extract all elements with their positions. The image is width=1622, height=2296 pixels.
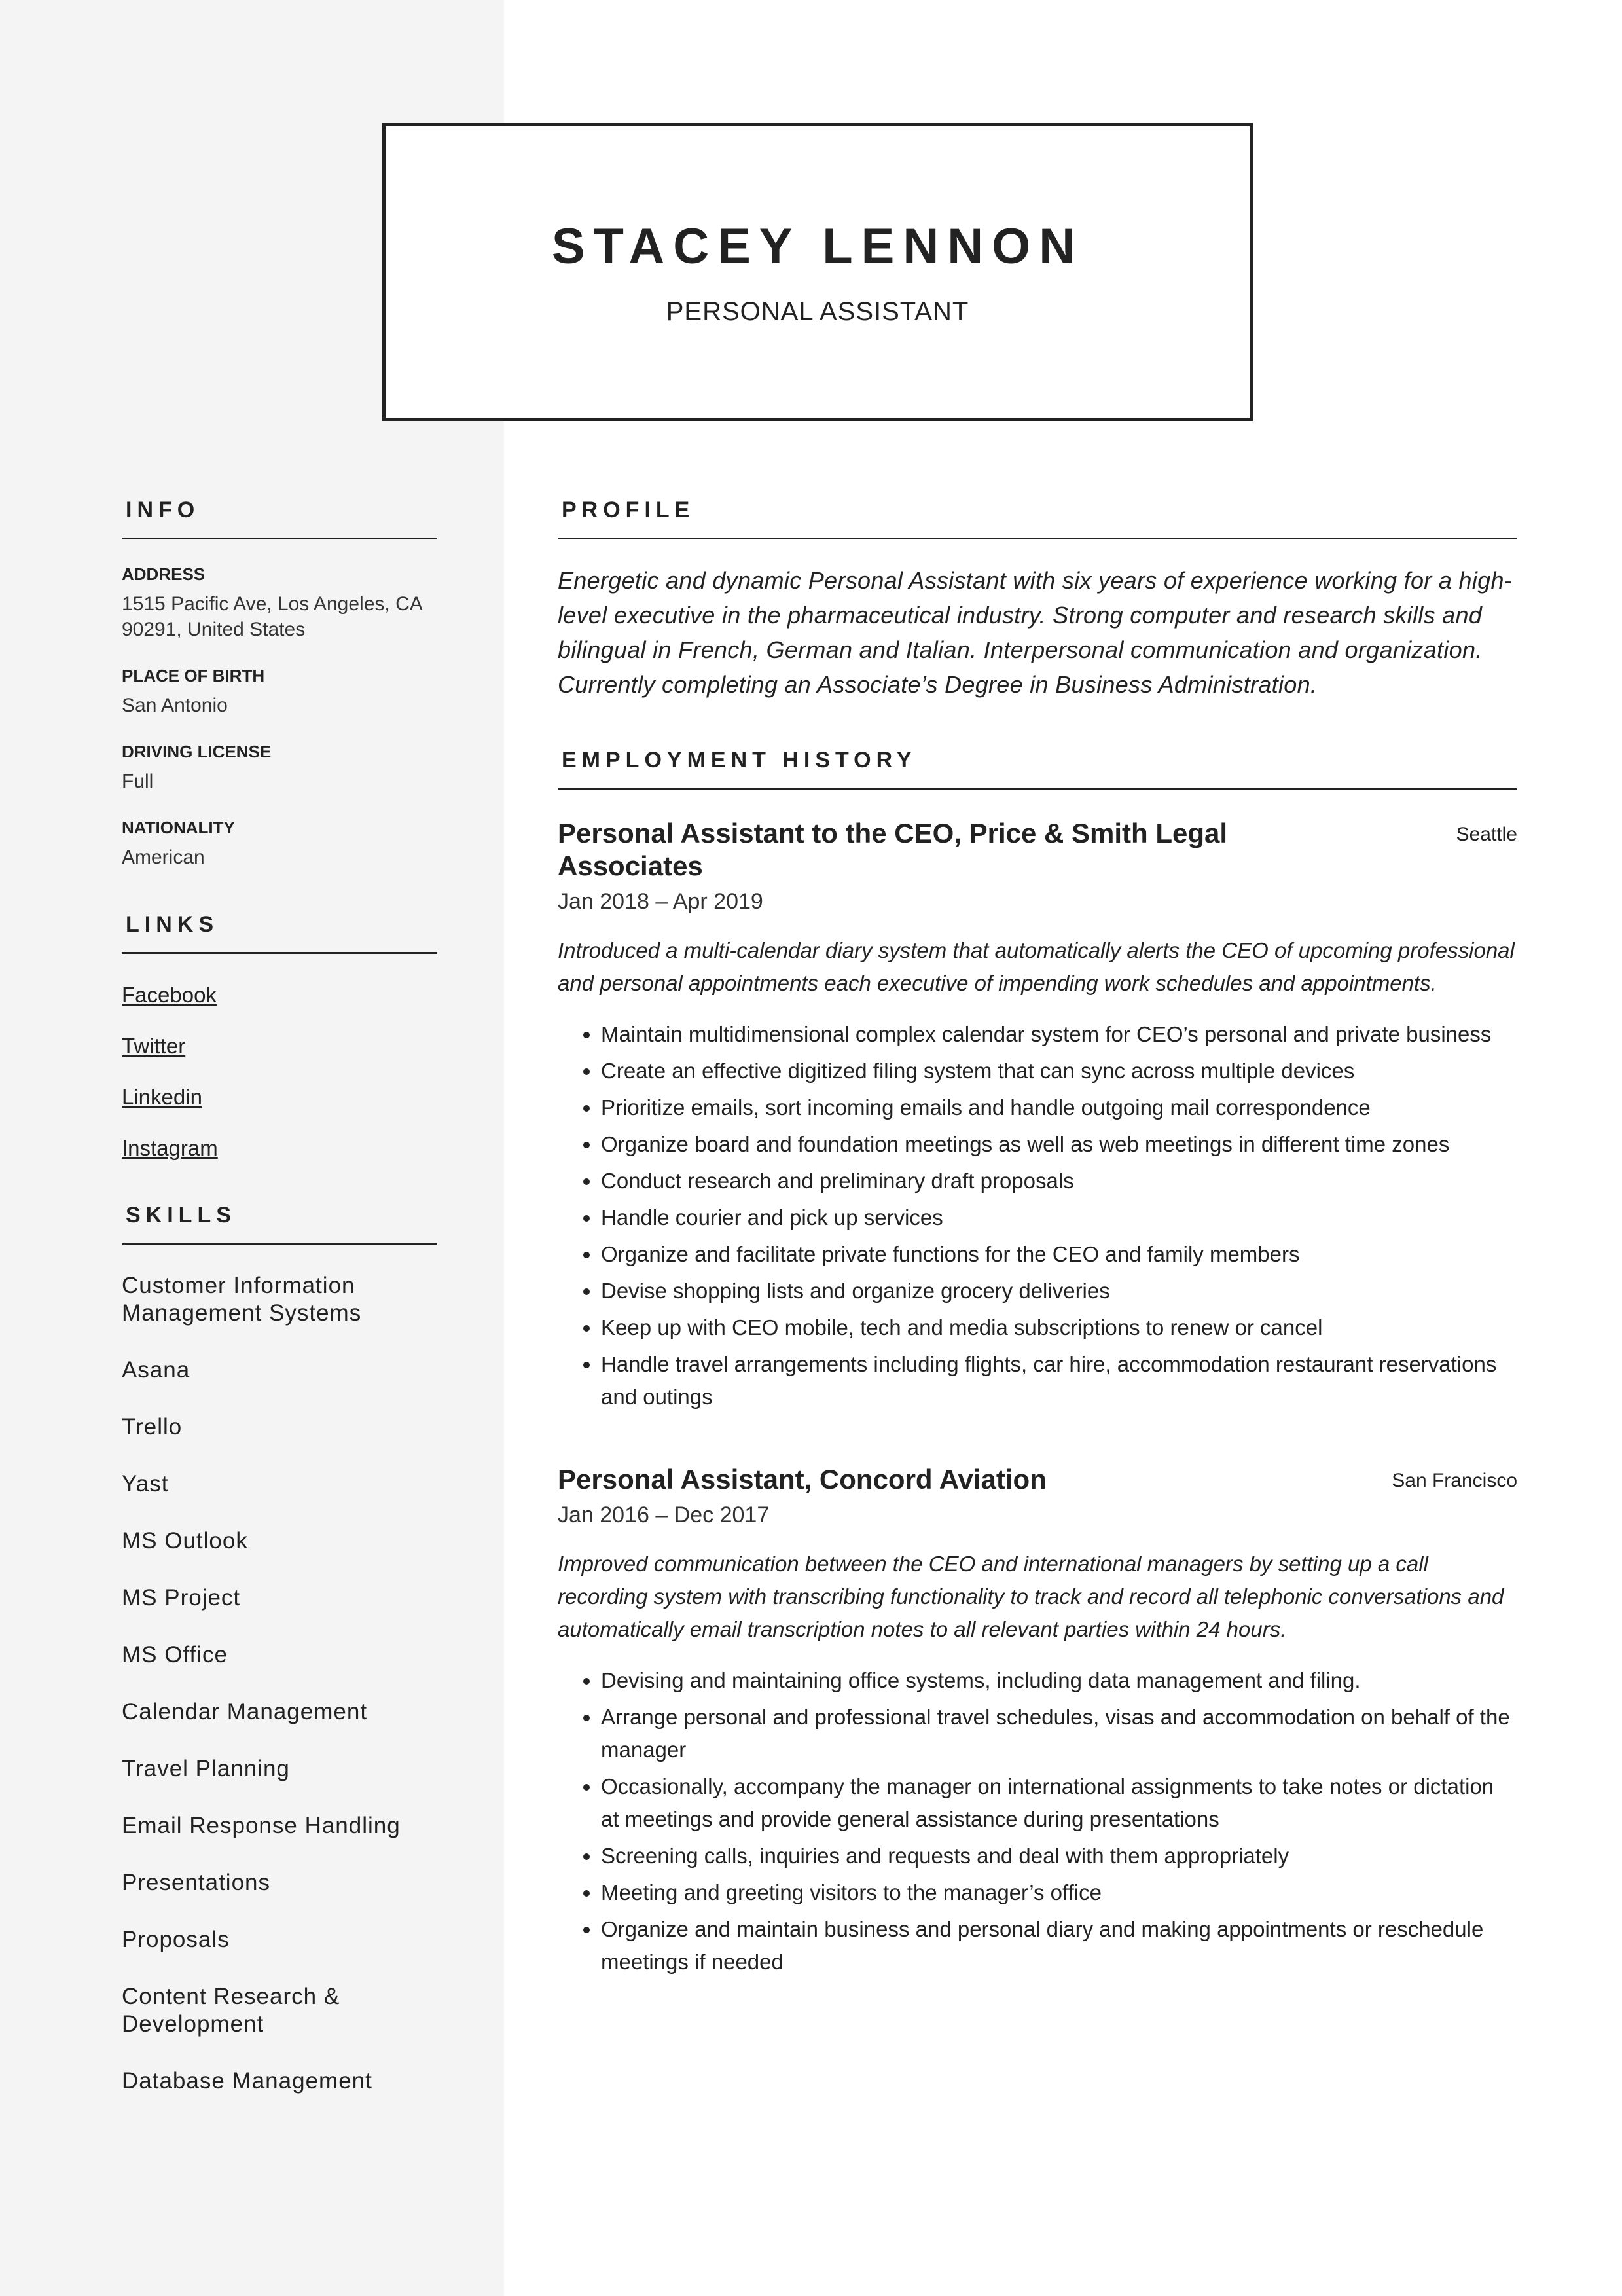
address-label: ADDRESS (122, 564, 206, 584)
job-bullet: • Create an effective digitized filing system that can sync across multiple devices (601, 1055, 1517, 1087)
job-bullet: • Organize and facilitate private functions for the CEO and family members (601, 1238, 1517, 1271)
employment-section (558, 748, 1517, 1978)
skill-item: Asana (122, 1357, 190, 1383)
profile-summary: Energetic and dynamic Personal Assistant with six years of experience working for a high-level executive in the pharmaceutical industry. Strong computer and research skills and bilingual in French, German and Italian. Interpersonal communication and organization. Currently completing an Associate’s Degree in Business Administration. (558, 567, 1513, 698)
job-summary: Introduced a multi-calendar diary system that automatically alerts the CEO of upcoming professional and personal appointments each executive of impending work schedules and appointments. (558, 938, 1515, 995)
employment-heading: EMPLOYMENT HISTORY (562, 748, 917, 773)
skill-item: Email Response Handling (122, 1813, 401, 1838)
skill-item: Presentations (122, 1870, 271, 1895)
job-summary: Improved communication between the CEO and international managers by setting up a call recording system with transcribing functionality to track and record all telephonic conversations and automatically email transcription notes to all relevant parties within 24 hours. (558, 1552, 1504, 1641)
skill-item: MS Office (122, 1642, 228, 1667)
linkedin-link[interactable]: Linkedin (122, 1085, 202, 1109)
job-bullet: • Organize and maintain business and personal diary and making appointments or reschedule meetings if needed (601, 1913, 1517, 1978)
info-divider (122, 538, 437, 539)
job-bullet: • Devising and maintaining office systems, including data management and filing. (601, 1664, 1517, 1697)
profile-divider (558, 538, 1517, 539)
nationality-value: American (122, 847, 205, 868)
address-value: 1515 Pacific Ave, Los Angeles, CA 90291, United States (122, 593, 422, 640)
job-bullet: • Screening calls, inquiries and requests and deal with them appropriately (601, 1840, 1517, 1872)
job-bullet-list (558, 1018, 1517, 1413)
job-bullet: • Occasionally, accompany the manager on international assignments to take notes or dictation at meetings and provide general assistance during presentations (601, 1770, 1517, 1836)
place-of-birth-label: PLACE OF BIRTH (122, 666, 265, 685)
job-bullet: • Organize board and foundation meetings as well as web meetings in different time zones (601, 1128, 1517, 1161)
job-bullet: • Handle courier and pick up services (601, 1201, 1517, 1234)
job-city: Seattle (1456, 824, 1517, 845)
skill-item: Database Management (122, 2068, 372, 2094)
skill-item: Proposals (122, 1927, 230, 1952)
job-header (558, 817, 1517, 883)
sidebar (122, 498, 437, 2137)
skill-item: MS Project (122, 1585, 241, 1611)
main-content (558, 498, 1517, 2024)
job-city: San Francisco (1392, 1470, 1517, 1491)
employment-divider (558, 788, 1517, 790)
job-bullet: • Maintain multidimensional complex calendar system for CEO’s personal and private business (601, 1018, 1517, 1051)
job-entry (558, 817, 1517, 1413)
skills-heading: SKILLS (126, 1203, 236, 1228)
job-header (558, 1463, 1517, 1496)
job-bullet: • Arrange personal and professional travel schedules, visas and accommodation on behalf of the manager (601, 1701, 1517, 1766)
profile-heading: PROFILE (562, 498, 695, 522)
skills-divider (122, 1243, 437, 1245)
facebook-link[interactable]: Facebook (122, 983, 217, 1007)
driving-license-label: DRIVING LICENSE (122, 742, 272, 761)
twitter-link[interactable]: Twitter (122, 1034, 186, 1058)
skill-item: Travel Planning (122, 1756, 290, 1781)
candidate-name: STACEY LENNON (551, 219, 1084, 274)
name-header-box (382, 123, 1253, 421)
skill-item: MS Outlook (122, 1528, 248, 1554)
job-bullet-list (558, 1664, 1517, 1978)
instagram-link[interactable]: Instagram (122, 1136, 218, 1160)
job-bullet: • Conduct research and preliminary draft proposals (601, 1165, 1517, 1197)
links-section (122, 912, 437, 1161)
job-bullet: • Meeting and greeting visitors to the manager’s office (601, 1876, 1517, 1909)
job-bullet: • Handle travel arrangements including flights, car hire, accommodation restaurant reservations and outings (601, 1348, 1517, 1413)
job-bullet: • Prioritize emails, sort incoming emails and handle outgoing mail correspondence (601, 1091, 1517, 1124)
skill-item: Yast (122, 1471, 169, 1497)
links-divider (122, 952, 437, 954)
info-section (122, 498, 437, 870)
skill-item: Trello (122, 1414, 183, 1440)
skills-section (122, 1203, 437, 2095)
skill-item: Customer Information Management Systems (122, 1273, 362, 1326)
profile-section (558, 498, 1517, 702)
job-bullet: • Devise shopping lists and organize grocery deliveries (601, 1275, 1517, 1307)
job-dates: Jan 2018 – Apr 2019 (558, 889, 763, 914)
job-entry (558, 1463, 1517, 1978)
info-heading: INFO (126, 498, 200, 522)
place-of-birth-value: San Antonio (122, 695, 228, 716)
job-dates: Jan 2016 – Dec 2017 (558, 1503, 770, 1527)
job-title: Personal Assistant to the CEO, Price & Smith Legal Associates (558, 818, 1228, 881)
links-heading: LINKS (126, 912, 219, 937)
job-bullet: • Keep up with CEO mobile, tech and media subscriptions to renew or cancel (601, 1311, 1517, 1344)
skill-item: Content Research & Development (122, 1984, 340, 2037)
candidate-job-title: PERSONAL ASSISTANT (666, 297, 969, 326)
nationality-label: NATIONALITY (122, 818, 235, 837)
driving-license-value: Full (122, 771, 154, 792)
job-title: Personal Assistant, Concord Aviation (558, 1464, 1047, 1495)
skill-item: Calendar Management (122, 1699, 368, 1724)
